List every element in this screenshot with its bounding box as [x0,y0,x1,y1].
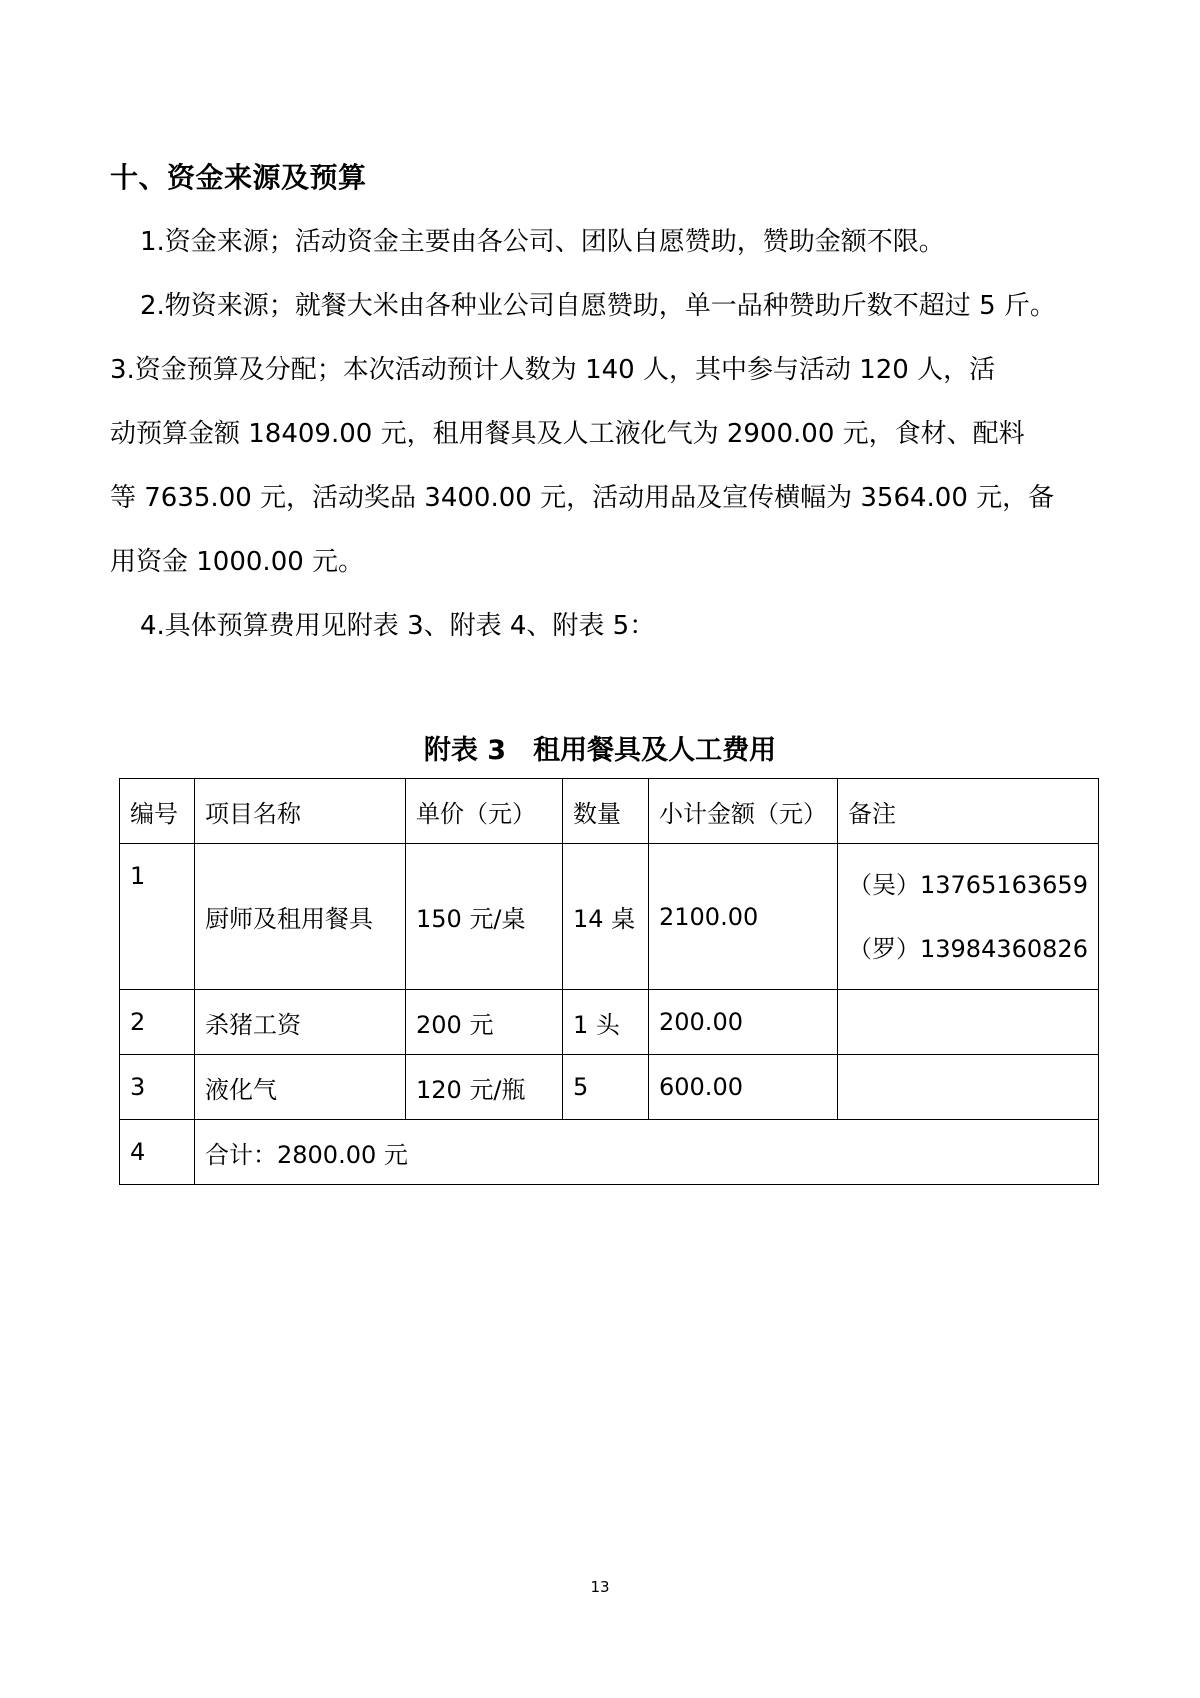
paragraph-material-source: 2.物资来源；就餐大米由各种业公司自愿赞助，单一品种赞助斤数不超过 5 斤。 [140,291,1056,321]
cell-name: 厨师及租用餐具 [195,844,406,990]
cell-price: 150 元/桌 [406,844,563,990]
table-row [120,990,1099,1055]
table-title: 附表 3 租用餐具及人工费用 [423,735,777,766]
paragraph-appendix-ref: 4.具体预算费用见附表 3、附表 4、附表 5： [140,611,656,641]
cell-qty: 14 桌 [563,844,649,990]
cell-no: 2 [120,990,195,1055]
paragraph-line: 动预算金额 18409.00 元，租用餐具及人工液化气为 2900.00 元，食材、配料 [110,419,1025,449]
cell-total: 合计：2800.00 元 [195,1120,1099,1185]
cell-no: 4 [120,1120,195,1185]
paragraph-line: 3.资金预算及分配；本次活动预计人数为 140 人，其中参与活动 120 人，活 [110,355,996,385]
header-cell: 项目名称 [195,779,406,844]
note-contact: （吴）13765163659 [848,870,1088,899]
paragraph-funding-source: 1.资金来源；活动资金主要由各公司、团队自愿赞助，赞助金额不限。 [140,227,945,257]
cell-name: 液化气 [195,1055,406,1120]
note-contact: （罗）13984360826 [848,934,1088,963]
cell-price: 200 元 [406,990,563,1055]
header-cell: 小计金额（元） [649,779,838,844]
cell-no: 3 [120,1055,195,1120]
header-cell: 编号 [120,779,195,844]
cell-subtotal: 200.00 [649,990,838,1055]
cell-qty: 1 头 [563,990,649,1055]
paragraph-line: 等 7635.00 元，活动奖品 3400.00 元，活动用品及宣传横幅为 3564.00 元，备 [110,483,1055,513]
cell-price: 120 元/瓶 [406,1055,563,1120]
cell-qty: 5 [563,1055,649,1120]
cell-note [838,990,1099,1055]
cell-name: 杀猪工资 [195,990,406,1055]
header-cell: 备注 [838,779,1099,844]
paragraph-line: 用资金 1000.00 元。 [110,547,365,577]
table-row [120,844,1099,990]
cell-no: 1 [120,844,195,990]
cell-subtotal: 2100.00 [649,844,838,990]
table-total-row [120,1120,1099,1185]
page-number: 13 [590,1578,610,1596]
table-row [120,1055,1099,1120]
section-heading: 十、资金来源及预算 [110,161,367,194]
table-header-row [120,779,1099,844]
cell-subtotal: 600.00 [649,1055,838,1120]
cell-note [838,1055,1099,1120]
cell-note [838,844,1099,990]
header-cell: 单价（元） [406,779,563,844]
header-cell: 数量 [563,779,649,844]
paragraph-budget-allocation [110,338,1100,594]
budget-table [119,778,1099,1185]
